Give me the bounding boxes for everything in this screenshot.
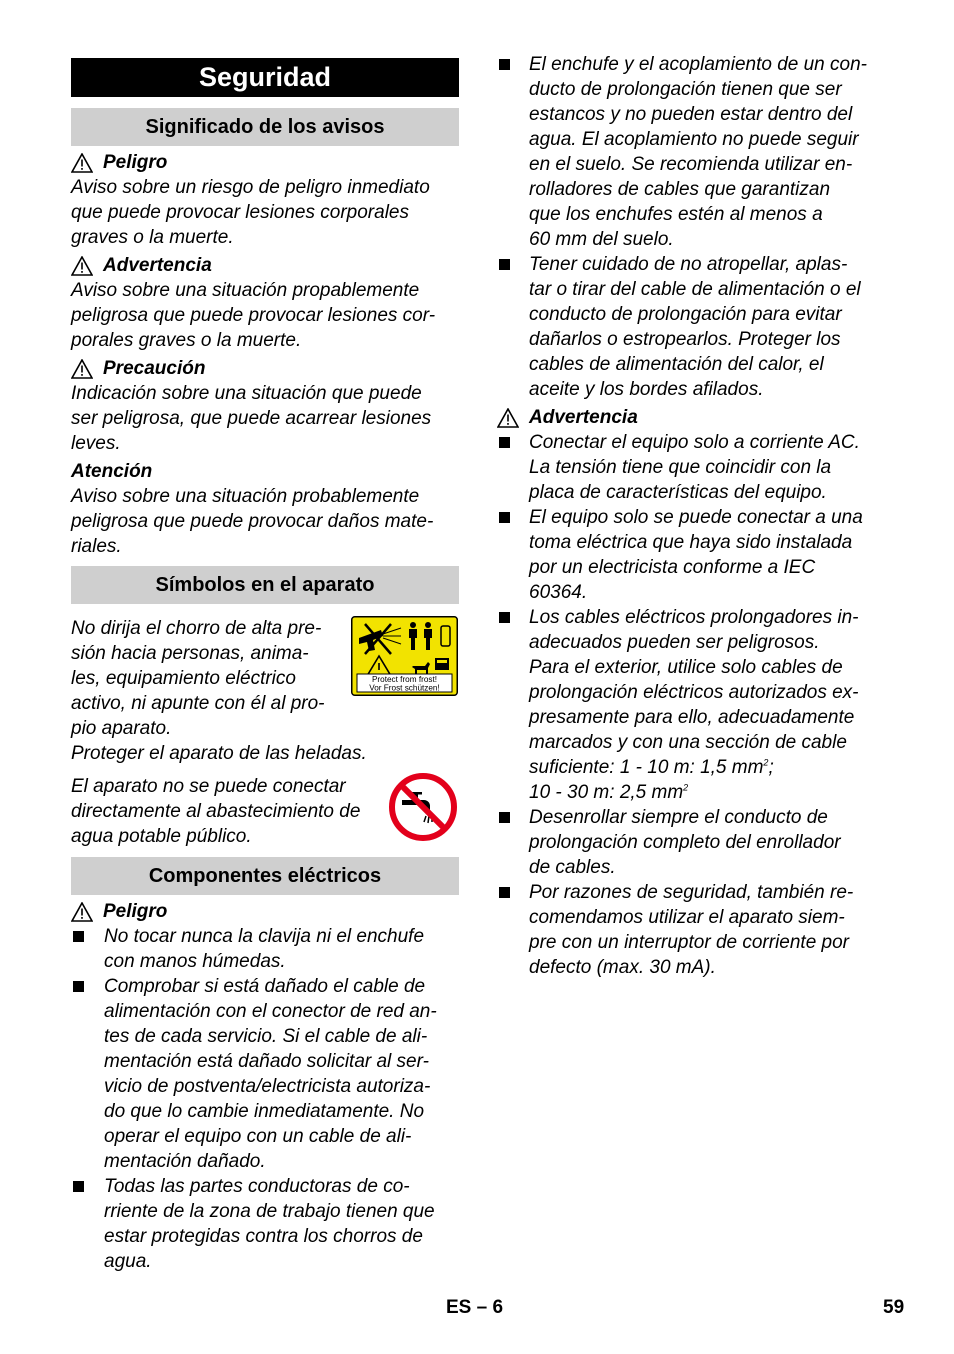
warning-triangle-icon [497,408,519,428]
peligro-title: Peligro [103,152,168,173]
warning-triangle-icon [71,359,93,379]
peligro-text: Aviso sobre un riesgo de peligro inmediato que puede provocar lesiones corporales graves o la muerte. [71,177,430,248]
no-drinking-water-connection-icon [388,772,458,842]
page-title: Seguridad [71,58,459,97]
section-header-simbolos: Símbolos en el aparato [71,566,459,604]
left-column [71,58,459,1274]
advertencia-heading [71,253,459,278]
advertencia-title: Advertencia [103,255,212,276]
warning-triangle-icon [71,153,93,173]
atencion-text: Aviso sobre una situación probablemente peligrosa que puede provocar daños mate- riales. [71,486,434,557]
bullet-square-icon [73,981,84,992]
bullet-square-icon [499,59,510,70]
advertencia-text: Aviso sobre una situación propablemente peligrosa que puede provocar lesiones cor- porales graves o la muerte. [71,280,436,351]
list-item: Comprobar si está dañado el cable de alimentación con el conector de red an- tes de cada servicio. Si el cable de ali- mentación está dañado solicitar al ser- vicio de postventa/electricista autoriza- do que lo cambie inmediatamente. No operar el equipo con un cable de ali- mentación dañado. [71,974,459,1174]
list-item: Los cables eléctricos prolongadores in- adecuados pueden ser peligrosos. Para el exterior, utilice solo cables de prolongación eléctricos autorizados ex- presamente para ello, adecuadamente marcados y con una sección de cable suficiente: 1 - 10 m: 1,5 $mm^2$; 10 - 30 m: 2,5 $mm^2$ [497,605,897,805]
frost-symbol-block [71,616,459,766]
list-item: El equipo solo se puede conectar a una toma eléctrica que haya sido instalada por un electricista conforme a IEC 60364. [497,505,897,605]
page-number: 59 [883,1297,905,1318]
svg-text:Vor Frost schützen!: Vor Frost schützen! [369,683,440,693]
list-item: Tener cuidado de no atropellar, aplas- tar o tirar del cable de alimentación o el conducto de prolongación para evitar dañarlos o estropearlos. Proteger los cables de alimentación del calor, el aceite y los bordes afilados. [497,252,897,402]
warning-triangle-icon [71,256,93,276]
bullet-square-icon [499,512,510,523]
right-advertencia-heading [497,405,897,430]
list-item: Todas las partes conductoras de co- rriente de la zona de trabajo tienen que estar protegidas contra los chorros de agua. [71,1174,459,1274]
list-item: Por razones de seguridad, también re- comendamos utilizar el aparato siem- pre con un interruptor de corriente por defecto (max. 30 mA). [497,880,897,980]
precaucion-heading [71,356,459,381]
bullet-square-icon [499,812,510,823]
footer-section-label: ES – 6 [446,1297,504,1318]
precaucion-title: Precaución [103,358,206,379]
bullet-square-icon [499,887,510,898]
warning-triangle-icon [71,902,93,922]
peligro-heading [71,150,459,175]
svg-text:Protect from frost!: Protect from frost! [371,675,438,684]
list-item: El enchufe y el acoplamiento de un con- ducto de prolongación tienen que ser estancos y no pueden estar dentro del agua. El acoplamiento no puede seguir en el suelo. Se recomienda utilizar en- rolladores de cables que garantizan que los enchufes estén al menos a 60 mm del suelo. [497,52,897,252]
water-symbol-block [71,774,459,849]
componentes-peligro-heading [71,899,459,924]
bullet-square-icon [499,437,510,448]
list-item: No tocar nunca la clavija ni el enchufe con manos húmedas. [71,924,459,974]
section-header-componentes: Componentes eléctricos [71,857,459,895]
bullet-square-icon [499,612,510,623]
bullet-square-icon [73,931,84,942]
symbols-text-2: El aparato no se puede conectar directamente al abastecimiento de agua potable público. [71,776,361,847]
right-advertencia-title: Advertencia [529,407,638,428]
bullet-square-icon [73,1181,84,1192]
symbols-text-1: No dirija el chorro de alta pre- sión hacia personas, anima- les, equipamiento eléctrico activo, ni apunte con él al pro- pio aparato. Proteger el aparato de las heladas. [71,618,367,764]
section-header-avisos: Significado de los avisos [71,108,459,146]
atencion-title: Atención [71,461,153,482]
list-item: Conectar el equipo solo a corriente AC. La tensión tiene que coincidir con la placa de características del equipo. [497,430,897,505]
precaucion-text: Indicación sobre una situación que puede ser peligrosa, que puede acarrear lesiones leves. [71,383,432,454]
right-column [497,52,897,980]
componentes-peligro-title: Peligro [103,901,168,922]
bullet-square-icon [499,259,510,270]
list-item: Desenrollar siempre el conducto de prolongación completo del enrollador de cables. [497,805,897,880]
frost-warning-sign-icon [351,616,458,696]
